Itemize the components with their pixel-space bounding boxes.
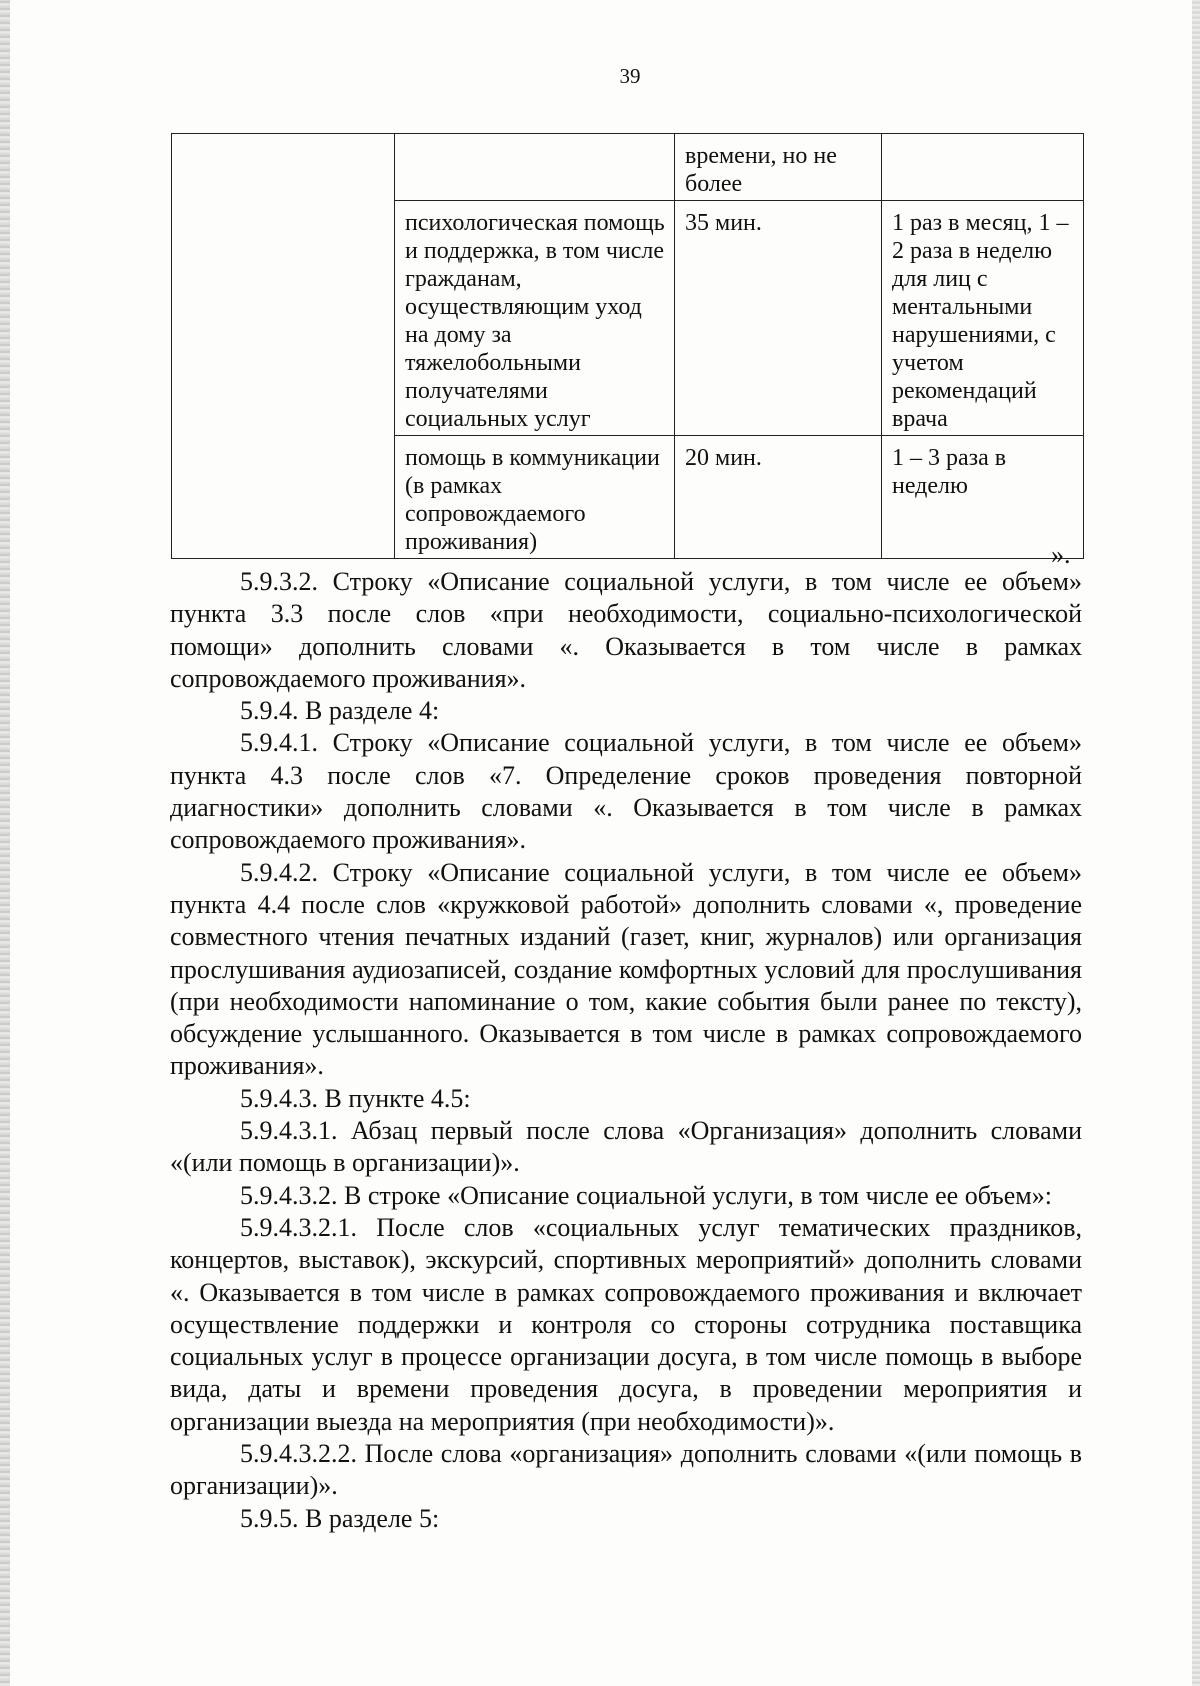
paragraph-5-9-4-3-2: 5.9.4.3.2. В строке «Описание социальной услуги, в том числе ее объем»: (240, 1180, 1052, 1210)
table-row (172, 134, 1084, 201)
service-name-cell (395, 134, 675, 201)
service-time-cell: 20 мин. (675, 436, 882, 559)
service-name-cell: психологическая помощь и поддержка, в том числе гражданам, осуществляющим уход на дому за тяжелобольными получателями социальных услуг (395, 201, 675, 436)
service-table (171, 133, 1084, 559)
service-time-cell: времени, но не более (675, 134, 882, 201)
paragraph-5-9-4-2: 5.9.4.2. Строку «Описание социальной услуги, в том числе ее объем» пункта 4.4 после слов «кружковой работой» дополнить словами «, проведение совместного чтения печатных изданий (газет, книг, журналов) или организация прослушивания аудиозаписей, создание комфортных условий для прослушивания (при необходимости напоминание о том, какие события были ранее по тексту), обсуждение услышанного. Оказывается в том числе в рамках сопровождаемого проживания». (170, 857, 1082, 1081)
paragraph-5-9-4: 5.9.4. В разделе 4: (240, 696, 440, 726)
paragraph-5-9-5: 5.9.5. В разделе 5: (240, 1503, 440, 1533)
paragraph-5-9-4-3-1: 5.9.4.3.1. Абзац первый после слова «Организация» дополнить словами «(или помощь в организации)». (170, 1116, 1082, 1178)
service-time-cell: 35 мин. (675, 201, 882, 436)
table-cell-empty (172, 134, 395, 559)
paragraph-5-9-4-3: 5.9.4.3. В пункте 4.5: (240, 1083, 471, 1113)
service-frequency-cell (882, 134, 1084, 201)
paragraph-5-9-4-3-2-1: 5.9.4.3.2.1. После слов «социальных услуг тематических праздников, концертов, выставок), экскурсий, спортивных мероприятий» дополнить словами «. Оказывается в том числе в рамках сопровождаемого проживания и включает осуществление поддержки и контроля со стороны сотрудника поставщика социальных услуг в процессе организации досуга, в том числе помощь в выборе вида, даты и времени проведения досуга, в проведении мероприятия и организации выезда на мероприятия (при необходимости)». (170, 1212, 1082, 1436)
page-number: 39 (619, 64, 641, 88)
paragraph-5-9-4-3-2-2: 5.9.4.3.2.2. После слова «организация» дополнить словами «(или помощь в организации)». (170, 1439, 1082, 1501)
service-name-cell: помощь в коммуникации (в рамках сопровождаемого проживания) (395, 436, 675, 559)
scan-edge-left (0, 0, 10, 1686)
table-closing-mark: ». (1051, 540, 1071, 569)
document-body (170, 566, 1082, 1535)
paragraph-5-9-4-1: 5.9.4.1. Строку «Описание социальной услуги, в том числе ее объем» пункта 4.3 после слов «7. Определение сроков проведения повторной диагностики» дополнить словами «. Оказывается в том числе в рамках сопровождаемого проживания». (170, 728, 1082, 855)
paragraph-5-9-3-2: 5.9.3.2. Строку «Описание социальной услуги, в том числе ее объем» пункта 3.3 после слов «при необходимости, социально-психологической помощи» дополнить словами «. Оказывается в том числе в рамках сопровождаемого проживания». (170, 567, 1082, 693)
service-frequency-cell: 1 раз в месяц, 1 – 2 раза в неделю для лиц с ментальными нарушениями, с учетом рекомендаций врача (882, 201, 1084, 436)
service-frequency-cell: 1 – 3 раза в неделю (882, 436, 1084, 559)
scan-edge-right (1192, 0, 1200, 1686)
